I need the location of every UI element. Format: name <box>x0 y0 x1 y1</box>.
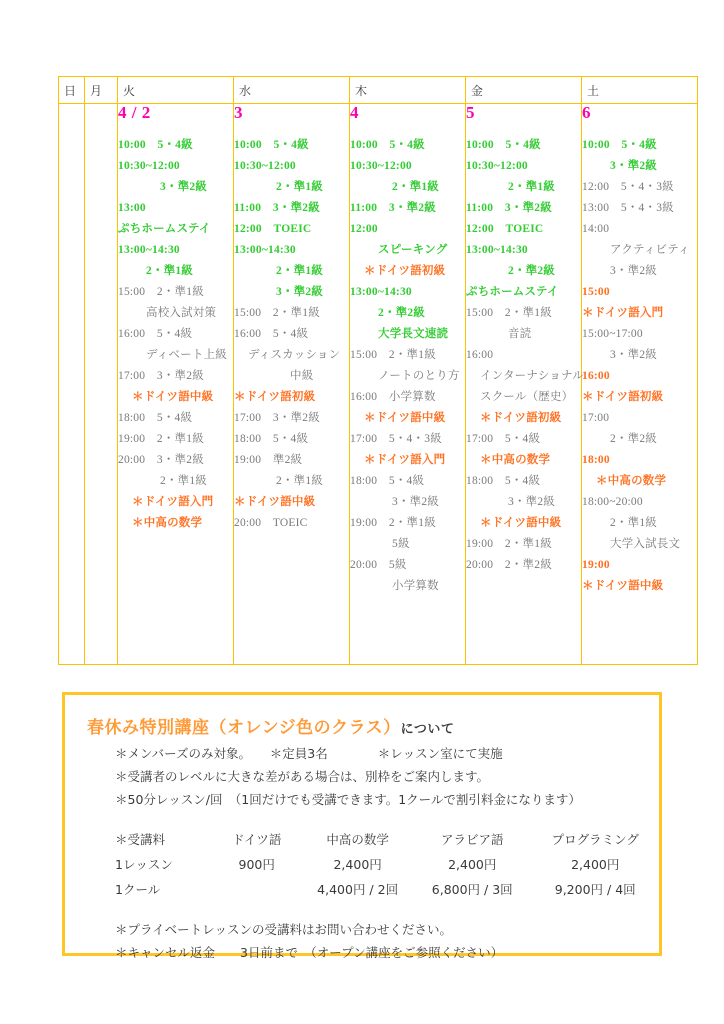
schedule-entry: 13:00~14:30 <box>466 244 528 256</box>
column-header-wednesday: 水 <box>234 77 350 104</box>
schedule-entry: 3・準2級 <box>160 181 207 193</box>
schedule-entry: スクール（歴史） <box>480 391 574 403</box>
schedule-entry: 2・準1級 <box>276 475 323 487</box>
schedule-entry: 16:00 小学算数 <box>350 391 436 403</box>
schedule-entry: ぷちホームステイ <box>118 223 211 235</box>
schedule-entry: ＊ドイツ語初級 <box>582 391 664 403</box>
schedule-entry: 10:00 5・4級 <box>234 139 309 151</box>
price-header-german: ドイツ語 <box>232 832 282 847</box>
price-cell <box>211 877 302 902</box>
schedule-entry: ＊ドイツ語中級 <box>582 580 664 592</box>
price-header-math: 中高の数学 <box>326 832 389 847</box>
price-table-row <box>115 877 659 902</box>
day-date-wednesday: 3 <box>234 103 243 122</box>
schedule-entry: ノートのとり方 <box>378 370 460 382</box>
schedule-entry: 20:00 2・準2級 <box>466 559 552 571</box>
schedule-entry: 13:00 5・4・3級 <box>582 202 674 214</box>
schedule-entry: 2・準1級 <box>276 181 323 193</box>
schedule-entry: 小学算数 <box>392 580 439 592</box>
info-tail-note-line: ＊キャンセル返金 3日前まで （オープン講座をご参照ください） <box>115 945 504 960</box>
schedule-entry: 17:00 <box>582 412 610 424</box>
schedule-entry: 2・準1級 <box>276 265 323 277</box>
schedule-entry: 16:00 5・4級 <box>234 328 309 340</box>
schedule-entry: アクティビティ <box>610 244 690 256</box>
day-date-friday: 5 <box>466 103 475 122</box>
schedule-entry: 12:00 5・4・3級 <box>582 181 674 193</box>
schedule-entry: 10:30~12:00 <box>234 160 296 172</box>
schedule-entry: 18:00~20:00 <box>582 496 643 508</box>
price-header-programming: プログラミング <box>551 832 639 847</box>
schedule-entry: 2・準1級 <box>146 265 193 277</box>
schedule-entry: 17:00 5・4級 <box>466 433 541 445</box>
schedule-entry: 18:00 5・4級 <box>234 433 309 445</box>
schedule-entry: 12:00 <box>350 223 378 235</box>
schedule-entry: 19:00 2・準1級 <box>350 517 436 529</box>
info-note-line: ＊メンバーズのみ対象。 ＊定員3名 ＊レッスン室にて実施 <box>115 746 503 761</box>
schedule-entry: ＊ドイツ語初級 <box>364 265 446 277</box>
schedule-entry: ＊ドイツ語中級 <box>480 517 562 529</box>
schedule-entry: 大学長文速読 <box>378 328 449 340</box>
schedule-entry: 2・準2級 <box>508 265 555 277</box>
schedule-entry: 3・準2級 <box>392 496 439 508</box>
schedule-entry: ＊ドイツ語入門 <box>364 454 446 466</box>
price-row-label: 1クール <box>115 882 161 897</box>
schedule-entry: 19:00 <box>582 559 610 571</box>
schedule-entry: 20:00 3・準2級 <box>118 454 204 466</box>
schedule-entry: 3・準2級 <box>610 265 657 277</box>
schedule-entry: 19:00 2・準1級 <box>466 538 552 550</box>
schedule-entry: 大学入試長文 <box>610 538 681 550</box>
schedule-entry: 18:00 5・4級 <box>350 475 425 487</box>
schedule-entry: ＊ドイツ語入門 <box>132 496 214 508</box>
schedule-entry: 10:00 5・4級 <box>582 139 657 151</box>
price-cell: 2,400円 <box>571 857 620 872</box>
schedule-entry: 12:00 TOEIC <box>234 223 312 235</box>
schedule-entry: 5級 <box>392 538 410 550</box>
price-table <box>115 827 659 902</box>
weekly-schedule-table <box>58 76 698 665</box>
day-cell-tuesday <box>118 104 234 665</box>
day-date-saturday: 6 <box>582 103 591 122</box>
price-table-row <box>115 852 659 877</box>
info-tail-notes-group <box>65 918 659 964</box>
schedule-entry: 2・準2級 <box>610 433 657 445</box>
schedule-entry: ＊中高の数学 <box>596 475 667 487</box>
schedule-entry: 2・準1級 <box>392 181 439 193</box>
schedule-entry: 2・準1級 <box>508 181 555 193</box>
schedule-entry: 13:00~14:30 <box>234 244 296 256</box>
schedule-entry: ＊ドイツ語入門 <box>582 307 664 319</box>
schedule-entry: ＊ドイツ語初級 <box>234 391 316 403</box>
schedule-entry: 18:00 5・4級 <box>466 475 541 487</box>
schedule-entry: ＊ドイツ語初級 <box>480 412 562 424</box>
schedule-entry: 中級 <box>290 370 314 382</box>
schedule-entry: 15:00 2・準1級 <box>350 349 436 361</box>
schedule-entry: ＊中高の数学 <box>480 454 551 466</box>
schedule-body-row <box>59 104 698 665</box>
schedule-entry: 17:00 5・4・3級 <box>350 433 442 445</box>
schedule-entry: 17:00 3・準2級 <box>118 370 204 382</box>
schedule-entry: 18:00 5・4級 <box>118 412 193 424</box>
schedule-entry: ＊ドイツ語中級 <box>234 496 316 508</box>
price-cell: 2,400円 <box>333 857 382 872</box>
schedule-entry: 13:00~14:30 <box>118 244 180 256</box>
schedule-entry: 11:00 3・準2級 <box>350 202 436 214</box>
schedule-entry: ぷちホームステイ <box>466 286 559 298</box>
schedule-entry: 13:00 <box>118 202 146 214</box>
day-cell-monday <box>85 104 118 665</box>
special-course-info-box <box>62 692 662 960</box>
schedule-entry: ＊中高の数学 <box>132 517 203 529</box>
price-header-label: ＊受講料 <box>115 832 166 847</box>
schedule-entry: 3・準2級 <box>276 286 323 298</box>
schedule-entry: 19:00 2・準1級 <box>118 433 204 445</box>
price-cell: 6,800円 / 3回 <box>431 882 513 897</box>
schedule-entry: 20:00 5級 <box>350 559 407 571</box>
price-table-header-row <box>115 827 659 852</box>
schedule-table-container <box>58 76 690 665</box>
schedule-entry: 12:00 TOEIC <box>466 223 544 235</box>
schedule-entry: 3・準2級 <box>508 496 555 508</box>
schedule-entry: 3・準2級 <box>610 349 657 361</box>
schedule-entry: 2・準1級 <box>160 475 207 487</box>
info-notes-group <box>65 742 659 811</box>
schedule-entry: 10:00 5・4級 <box>118 139 193 151</box>
schedule-entry: 18:00 <box>582 454 610 466</box>
column-header-sunday: 日 <box>59 77 85 104</box>
schedule-entry: 10:00 5・4級 <box>350 139 425 151</box>
schedule-entry: 14:00 <box>582 223 610 235</box>
schedule-entry: ＊ドイツ語中級 <box>132 391 214 403</box>
schedule-entry: 2・準2級 <box>378 307 425 319</box>
info-box-title-suffix: について <box>400 722 455 737</box>
info-tail-note-line: ＊プライベートレッスンの受講料はお問い合わせください。 <box>115 922 453 937</box>
schedule-entry: 10:30~12:00 <box>118 160 180 172</box>
price-row-label: 1レッスン <box>115 857 173 872</box>
schedule-entry: 2・準1級 <box>610 517 657 529</box>
schedule-entry: 15:00 2・準1級 <box>234 307 320 319</box>
price-cell: 900円 <box>238 857 275 872</box>
schedule-entry: 高校入試対策 <box>146 307 217 319</box>
schedule-entry: スピーキング <box>378 244 448 256</box>
schedule-entry: インターナショナル <box>480 370 584 382</box>
info-note-line: ＊受講者のレベルに大きな差がある場合は、別枠をご案内します。 <box>115 769 490 784</box>
schedule-entry: 17:00 3・準2級 <box>234 412 320 424</box>
schedule-entry: 16:00 <box>466 349 494 361</box>
column-header-thursday: 木 <box>350 77 466 104</box>
table-header-row <box>59 77 698 104</box>
column-header-saturday: 土 <box>582 77 698 104</box>
schedule-entry: 16:00 5・4級 <box>118 328 193 340</box>
day-date-thursday: 4 <box>350 103 359 122</box>
price-header-arabic: アラビア語 <box>440 832 504 847</box>
schedule-entry: 音読 <box>508 328 532 340</box>
schedule-entry: 15:00 2・準1級 <box>466 307 552 319</box>
schedule-entry: ＊ドイツ語中級 <box>364 412 446 424</box>
day-date-tuesday: 4 / 2 <box>118 103 151 122</box>
day-cell-sunday <box>59 104 85 665</box>
day-cell-wednesday <box>234 104 350 665</box>
day-cell-saturday <box>582 104 698 665</box>
column-header-friday: 金 <box>466 77 582 104</box>
info-box-title-main: 春休み特別講座（オレンジ色のクラス） <box>87 718 401 738</box>
schedule-entry: 13:00~14:30 <box>350 286 412 298</box>
schedule-entry: 3・準2級 <box>610 160 657 172</box>
day-cell-friday <box>466 104 582 665</box>
schedule-entry: 10:30~12:00 <box>350 160 412 172</box>
info-note-line: ＊50分レッスン/回 （1回だけでも受講できます。1クールで割引料金になります） <box>115 792 581 807</box>
info-box-title <box>87 713 659 738</box>
column-header-monday: 月 <box>85 77 118 104</box>
price-cell: 4,400円 / 2回 <box>317 882 399 897</box>
schedule-entry: 10:30~12:00 <box>466 160 528 172</box>
schedule-entry: 20:00 TOEIC <box>234 517 308 529</box>
schedule-entry: 19:00 準2級 <box>234 454 303 466</box>
schedule-entry: 16:00 <box>582 370 610 382</box>
schedule-entry: 11:00 3・準2級 <box>466 202 552 214</box>
schedule-entry: 15:00 2・準1級 <box>118 286 204 298</box>
schedule-entry: 10:00 5・4級 <box>466 139 541 151</box>
schedule-entry: ディベート上級 <box>146 349 227 361</box>
day-cell-thursday <box>350 104 466 665</box>
column-header-tuesday: 火 <box>118 77 234 104</box>
schedule-entry: 11:00 3・準2級 <box>234 202 320 214</box>
price-cell: 2,400円 <box>448 857 497 872</box>
price-cell: 9,200円 / 4回 <box>554 882 636 897</box>
schedule-entry: 15:00 <box>582 286 610 298</box>
schedule-entry: 15:00~17:00 <box>582 328 643 340</box>
price-table-container <box>65 827 659 902</box>
schedule-entry: ディスカッション <box>248 349 341 361</box>
